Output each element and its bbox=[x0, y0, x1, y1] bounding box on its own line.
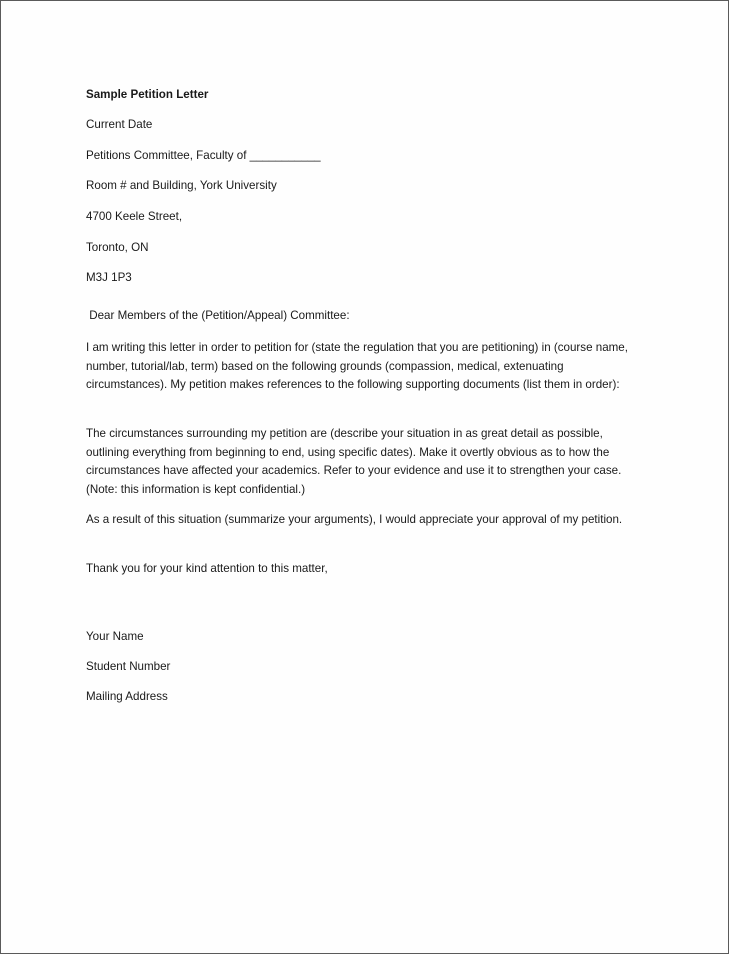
address-room: Room # and Building, York University bbox=[86, 179, 277, 192]
letter-date: Current Date bbox=[86, 118, 153, 131]
paragraph-summary: As a result of this situation (summarize your arguments), I would appreciate your approval of my petition. bbox=[86, 513, 623, 526]
signature-mailing-address: Mailing Address bbox=[86, 690, 168, 703]
paragraph-closing: Thank you for your kind attention to this matter, bbox=[86, 562, 328, 575]
signature-student-number: Student Number bbox=[86, 660, 171, 673]
address-street: 4700 Keele Street, bbox=[86, 210, 183, 223]
address-postal: M3J 1P3 bbox=[86, 271, 132, 284]
signature-name: Your Name bbox=[86, 630, 144, 643]
paragraph-circumstances: The circumstances surrounding my petition are (describe your situation in as great detail as possible, outlining everything from beginning to end, using specific dates). Make it overtly obvious as to how the circumstances have affected your academics. Refer to your evidence and use it to strengthen your case. (Note: this information is kept confidential.) bbox=[86, 427, 622, 496]
salutation: Dear Members of the (Petition/Appeal) Committee: bbox=[86, 309, 350, 322]
address-city: Toronto, ON bbox=[86, 241, 149, 254]
paragraph-intro: I am writing this letter in order to petition for (state the regulation that you are petitioning) in (course name, number, tutorial/lab, term) based on the following grounds (compassion, medical, extenuating circumstances). My petition makes references to the following supporting documents (list them in order): bbox=[86, 341, 628, 391]
address-committee: Petitions Committee, Faculty of ___________ bbox=[86, 149, 321, 162]
letter-title: Sample Petition Letter bbox=[86, 88, 209, 101]
